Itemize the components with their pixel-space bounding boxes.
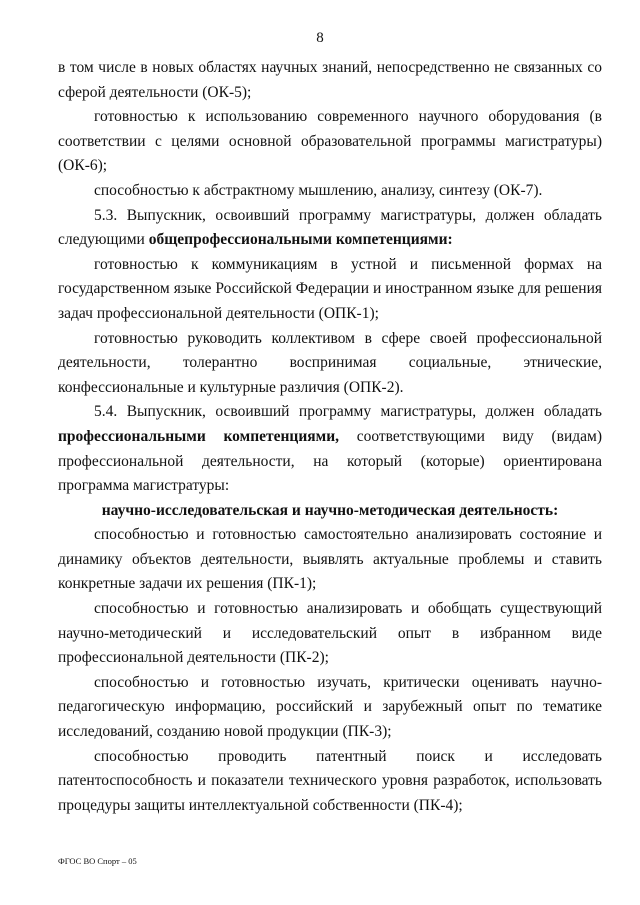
paragraph-section-5-4	[58, 400, 602, 498]
document-body	[58, 56, 602, 818]
page-number: 8	[316, 30, 324, 46]
paragraph-ok5: в том числе в новых областях научных знаний, непосредственно не связанных со сферой деятельности (ОК-5);	[58, 59, 602, 101]
paragraph-opk2: готовностью руководить коллективом в сфере своей профессиональной деятельности, толерантно воспринимая социальные, этнические, конфессиональные и культурные различия (ОПК-2).	[58, 329, 602, 396]
paragraph-pk3: способностью и готовностью изучать, критически оценивать научно-педагогическую информацию, российский и зарубежный опыт по тематике исследований, созданию новой продукции (ПК-3);	[58, 673, 602, 741]
paragraph-ok7: способностью к абстрактному мышлению, анализу, синтезу (ОК-7).	[94, 181, 543, 199]
section-5-4-rest: соответствующими виду (видам) профессиональной деятельности, на который (которые) ориентирована программа магистратуры:	[58, 427, 602, 495]
paragraph-pk4: способностью проводить патентный поиск и исследовать патентоспособность и показатели технического уровня разработок, использовать процедуры защиты интеллектуальной собственности (ПК-4);	[58, 747, 602, 814]
paragraph-opk1: готовностью к коммуникациям в устной и письменной формах на государственном языке Российской Федерации и иностранном языке для решения задач профессиональной деятельности (ОПК-1);	[58, 255, 602, 322]
paragraph-ok6: готовностью к использованию современного научного оборудования (в соответствии с целями основной образовательной программы магистратуры) (ОК-6);	[58, 108, 602, 175]
paragraph-pk1: способностью и готовностью самостоятельно анализировать состояние и динамику объектов деятельности, выявлять актуальные проблемы и ставить конкретные задачи их решения (ПК-1);	[58, 526, 602, 593]
section-5-3-bold: общепрофессиональными компетенциями:	[148, 231, 453, 249]
section-heading-bold: научно-исследовательская и научно-методическая деятельность:	[101, 501, 559, 519]
section-heading	[58, 499, 602, 524]
footer-label: ФГОС ВО Спорт – 05	[58, 856, 137, 866]
section-5-4-bold: профессиональными компетенциями,	[58, 427, 340, 445]
section-5-3-text: 5.3. Выпускник, освоивший программу магистратуры, должен обладать следующими	[58, 206, 602, 249]
section-5-4-text: 5.4. Выпускник, освоивший программу магистратуры, должен обладать	[94, 403, 602, 421]
paragraph-pk2: способностью и готовностью анализировать и обобщать существующий научно-методический и исследовательский опыт в избранном виде профессиональной деятельности (ПК-2);	[58, 600, 602, 667]
paragraph-section-5-3	[58, 204, 602, 253]
